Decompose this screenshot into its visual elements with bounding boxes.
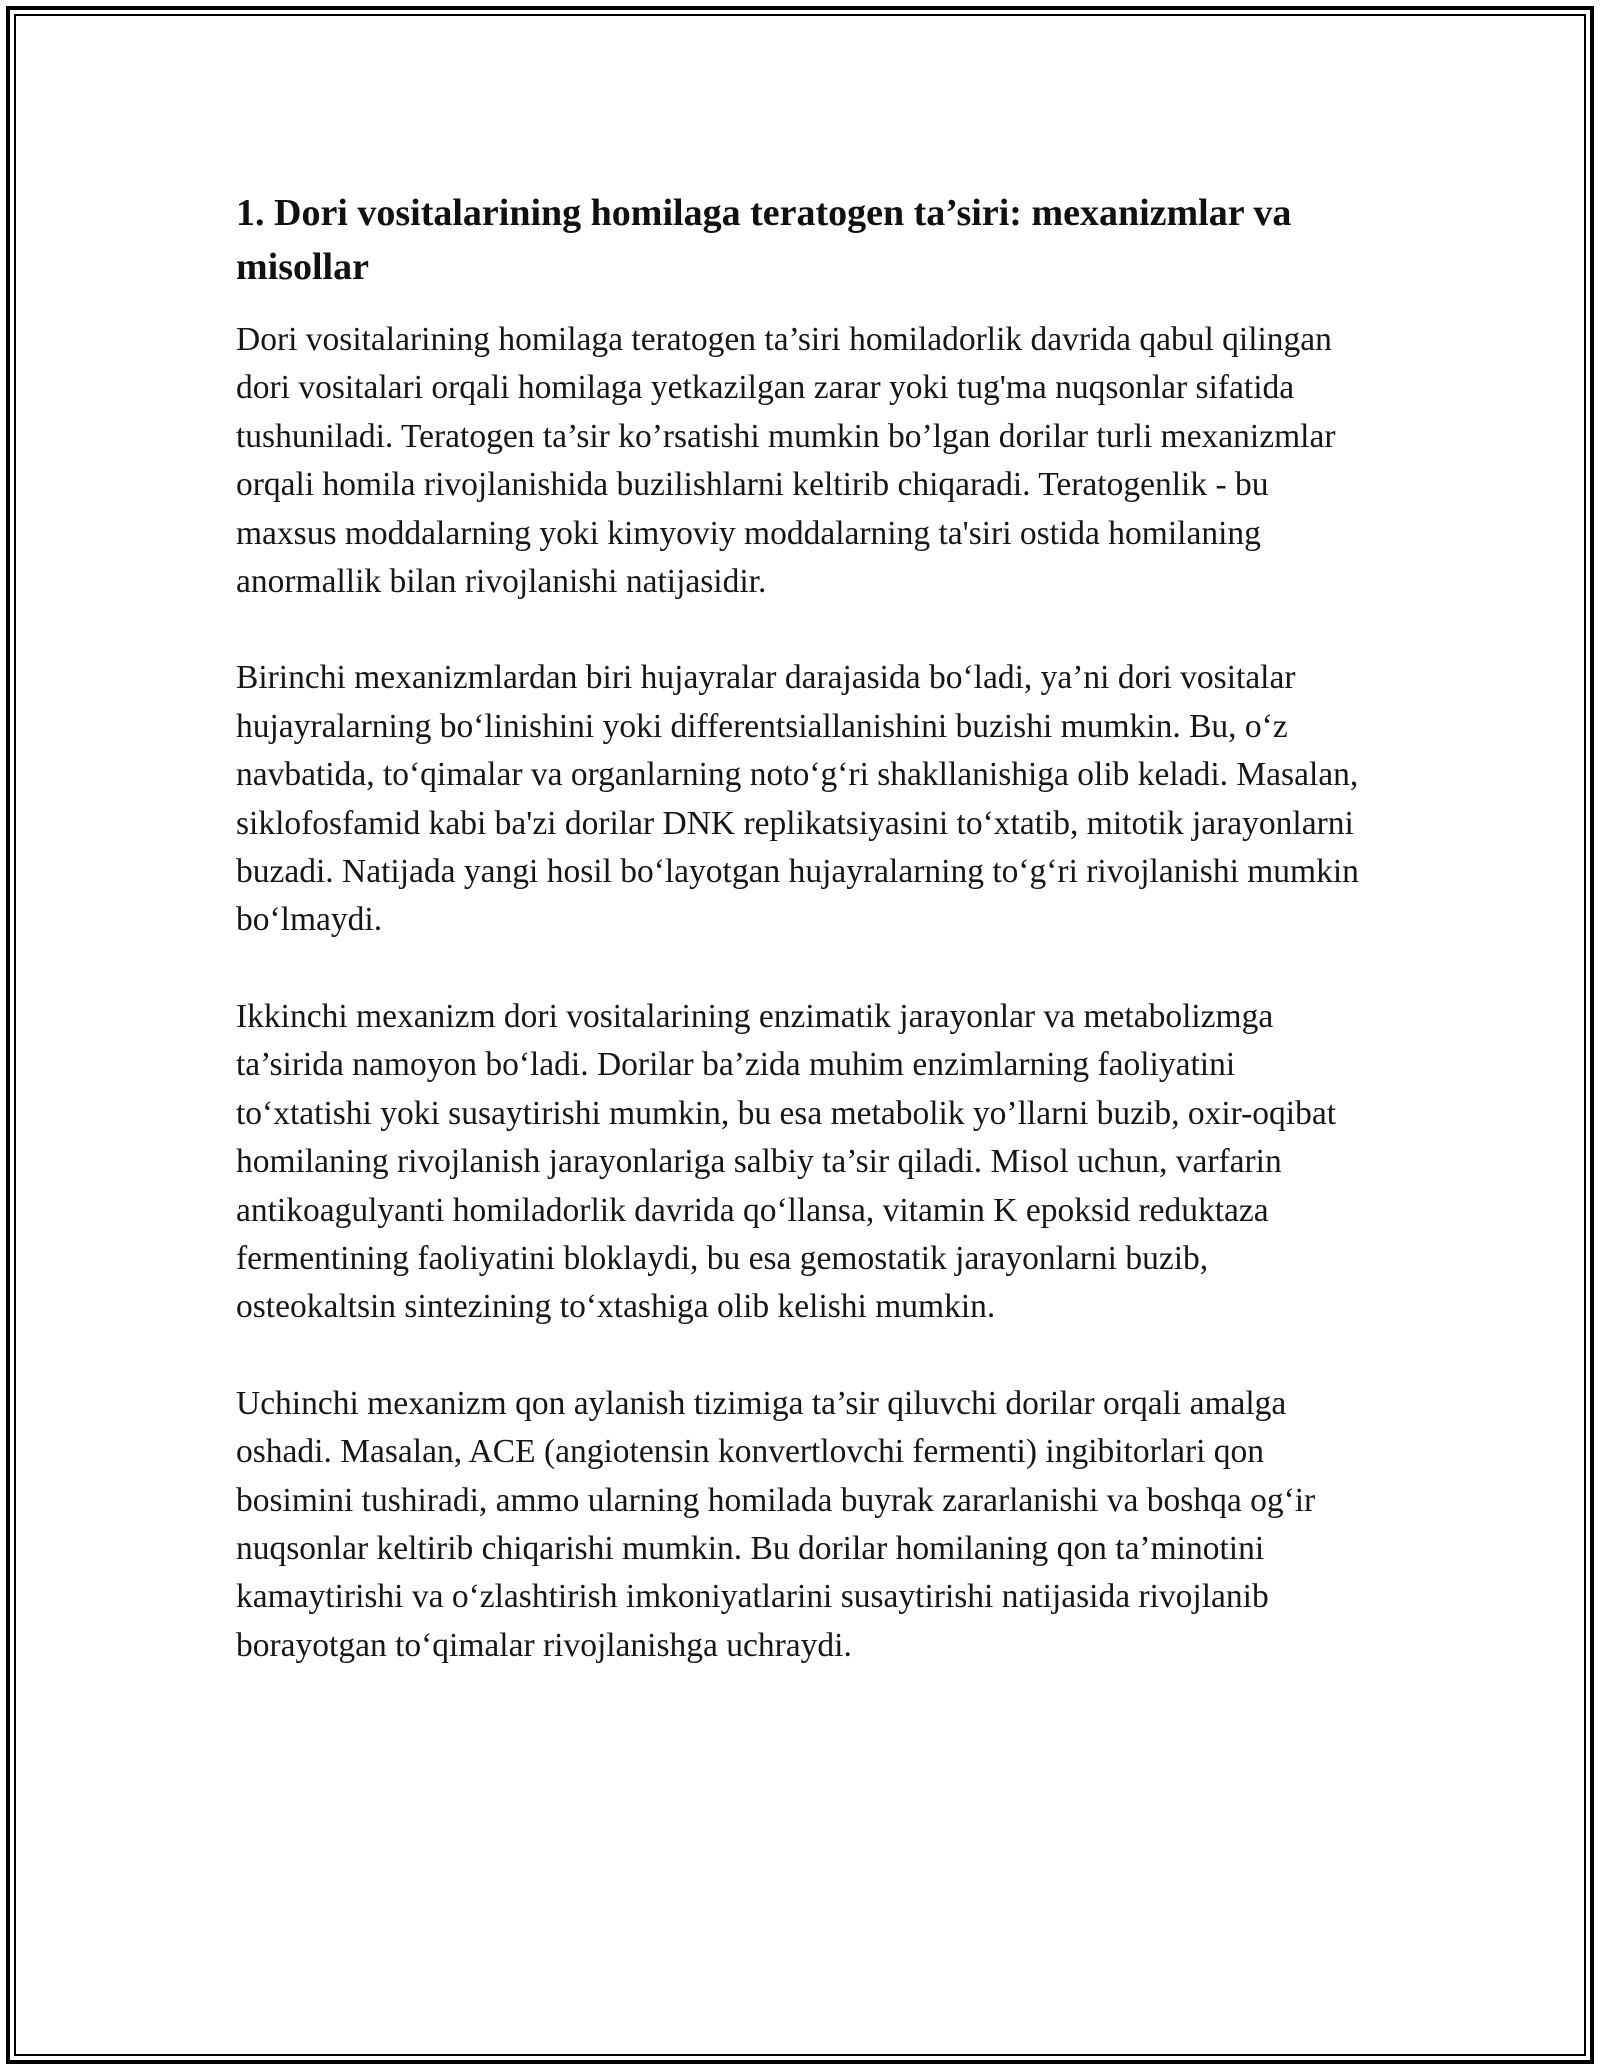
paragraph-second-mechanism: Ikkinchi mexanizm dori vositalarining enzimatik jarayonlar va metabolizmga ta’sirida namoyon boʻladi. Dorilar ba’zida muhim enzimlarning faoliyatini toʻxtatishi yoki susaytirishi mumkin, bu esa metabolik yo’llarni buzib, oxir-oqibat homilaning rivojlanish jarayonlariga salbiy ta’sir qiladi. Misol uchun, varfarin antikoagulyanti homiladorlik davrida qoʻllansa, vitamin K epoksid reduktaza fermentining faoliyatini bloklaydi, bu esa gemostatik jarayonlarni buzib, osteokaltsin sintezining toʻxtashiga olib kelishi mumkin. bbox=[236, 997, 1337, 1326]
paragraph-third-mechanism: Uchinchi mexanizm qon aylanish tizimiga ta’sir qiluvchi dorilar orqali amalga oshadi. Masalan, ACE (angiotensin konvertlovchi fermenti) ingibitorlari qon bosimini tushiradi, ammo ularning homilada buyrak zararlanishi va boshqa ogʻir nuqsonlar keltirib chiqarishi mumkin. Bu dorilar homilaning qon ta’minotini kamaytirishi va oʻzlashtirish imkoniyatlarini susaytirishi natijasida rivojlanib borayotgan toʻqimalar rivojlanishga uchraydi. bbox=[236, 1384, 1316, 1664]
paragraph-intro: Dori vositalarining homilaga teratogen ta’siri homiladorlik davrida qabul qilingan dori vositalari orqali homilaga yetkazilgan zarar yoki tug'ma nuqsonlar sifatida tushuniladi. Teratogen ta’sir ko’rsatishi mumkin bo’lgan dorilar turli mexanizmlar orqali homila rivojlanishida buzilishlarni keltirib chiqaradi. Teratogenlik - bu maxsus moddalarning yoki kimyoviy moddalarning ta'siri ostida homilaning anormallik bilan rivojlanishi natijasidir. bbox=[236, 321, 1336, 601]
section-heading: 1. Dori vositalarining homilaga teratogen ta’siri: mexanizmlar va misollar bbox=[236, 192, 1292, 288]
document-body bbox=[236, 186, 1376, 1718]
paragraph-first-mechanism: Birinchi mexanizmlardan biri hujayralar darajasida boʻladi, ya’ni dori vositalar hujayralarning boʻlinishini yoki differentsiallanishini buzishi mumkin. Bu, oʻz navbatida, toʻqimalar va organlarning notoʻgʻri shakllanishiga olib keladi. Masalan, siklofosfamid kabi ba'zi dorilar DNK replikatsiyasini toʻxtatib, mitotik jarayonlarni buzadi. Natijada yangi hosil boʻlayotgan hujayralarning toʻgʻri rivojlanishi mumkin boʻlmaydi. bbox=[236, 659, 1359, 939]
